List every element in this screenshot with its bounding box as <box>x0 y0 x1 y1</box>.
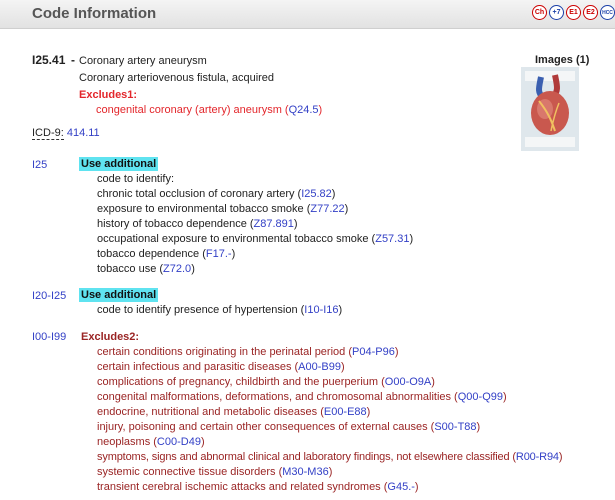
note-line-close: ) <box>502 391 507 403</box>
note-line-close: ) <box>414 481 419 493</box>
note-line <box>97 262 195 276</box>
note-line <box>97 303 342 317</box>
note-line-link[interactable]: Z77.22 <box>310 203 345 215</box>
note-line-text: history of tobacco dependence ( <box>97 218 254 230</box>
note-line-close: ) <box>328 466 333 478</box>
note-line-text: symptoms, signs and abnormal clinical and laboratory findings, not elsewhere classified ( <box>97 451 516 463</box>
note-line-link[interactable]: Z72.0 <box>163 263 192 275</box>
panel-title: Code Information <box>32 5 157 22</box>
excludes2-line <box>97 435 205 449</box>
note-line-close: ) <box>293 218 298 230</box>
note-line-link[interactable]: Q00-Q99 <box>457 391 503 403</box>
note-line-text: injury, poisoning and certain other consequences of external causes ( <box>97 421 435 433</box>
note-line-close: ) <box>191 263 195 275</box>
note-line-text: certain infectious and parasitic diseases ( <box>97 361 299 373</box>
excludes2-line <box>97 450 562 464</box>
excludes2-line <box>97 375 435 389</box>
note-line-link[interactable]: S00-T88 <box>434 421 477 433</box>
heart-image-thumbnail[interactable] <box>521 67 579 151</box>
note-range-link[interactable]: I20-I25 <box>32 290 67 302</box>
images-title: Images (1) <box>535 54 590 66</box>
panel-header <box>0 0 615 29</box>
heart-icon <box>521 67 579 151</box>
note-line <box>97 172 174 186</box>
badge-ch[interactable]: Ch <box>532 5 547 20</box>
note-line-text: certain conditions originating in the perinatal period ( <box>97 346 352 358</box>
excludes1-label: Excludes1: <box>79 89 138 101</box>
code-separator: - <box>71 53 75 67</box>
note-line-close: ) <box>331 188 336 200</box>
note-line-text: congenital malformations, deformations, and chromosomal abnormalities ( <box>97 391 458 403</box>
note-line-text: exposure to environmental tobacco smoke ( <box>97 203 311 215</box>
note-label: Use additional <box>81 158 157 170</box>
note-line-link[interactable]: Z57.31 <box>375 233 410 245</box>
code-id: I25.41 <box>32 53 66 67</box>
note-range-link[interactable]: I25 <box>32 159 48 171</box>
excludes1-text: congenital coronary (artery) aneurysm ( <box>96 104 289 116</box>
icd9-label: ICD-9: <box>32 127 64 139</box>
note-line-close: ) <box>558 451 563 463</box>
note-line-link[interactable]: Z87.891 <box>253 218 294 230</box>
badge-hcc[interactable]: HCC <box>600 5 615 20</box>
note-line <box>97 247 235 261</box>
note-label: Use additional <box>81 289 157 301</box>
note-line-link[interactable]: F17.- <box>205 248 232 260</box>
note-line-close: ) <box>394 346 399 358</box>
excludes2-line <box>97 465 332 479</box>
note-line-link[interactable]: A00-B99 <box>298 361 341 373</box>
note-line <box>97 232 413 246</box>
code-badges <box>532 5 615 20</box>
note-line-text: chronic total occlusion of coronary artery ( <box>97 188 302 200</box>
note-line-text: transient cerebral ischemic attacks and related syndromes ( <box>97 481 388 493</box>
excludes2-line <box>97 405 370 419</box>
icd9-code-link[interactable]: 414.11 <box>66 127 100 139</box>
note-line-text: code to identify: <box>97 173 175 185</box>
excludes2-line <box>97 420 480 434</box>
code-inclusion: Coronary arteriovenous fistula, acquired <box>79 72 275 84</box>
note-line <box>97 217 298 231</box>
note-line-close: ) <box>366 406 371 418</box>
note-line-text: tobacco use ( <box>97 263 164 275</box>
note-line-close: ) <box>409 233 414 245</box>
note-line-close: ) <box>344 203 349 215</box>
note-line-link[interactable]: I25.82 <box>301 188 332 200</box>
note-line-close: ) <box>431 376 435 388</box>
excludes1-item <box>96 103 322 117</box>
note-line-link[interactable]: C00-D49 <box>156 436 201 448</box>
note-line-text: neoplasms ( <box>97 436 157 448</box>
note-line-close: ) <box>338 304 343 316</box>
badge-e1[interactable]: E1 <box>566 5 581 20</box>
note-line <box>97 187 335 201</box>
note-line-close: ) <box>231 248 236 260</box>
note-line-close: ) <box>200 436 205 448</box>
note-line-text: systemic connective tissue disorders ( <box>97 466 283 478</box>
note-line-text: tobacco dependence ( <box>97 248 206 260</box>
excludes2-label: Excludes2: <box>81 331 140 343</box>
badge-e2[interactable]: E2 <box>583 5 598 20</box>
excludes2-line <box>97 345 398 359</box>
note-line-link[interactable]: R00-R94 <box>515 451 559 463</box>
excludes2-line <box>97 480 419 494</box>
code-title: Coronary artery aneurysm <box>79 55 207 67</box>
note-line-text: complications of pregnancy, childbirth and the puerperium ( <box>97 376 385 388</box>
note-line-link[interactable]: P04-P96 <box>352 346 395 358</box>
note-line-close: ) <box>476 421 481 433</box>
excludes1-close: ) <box>318 104 323 116</box>
note-range-link[interactable]: I00-I99 <box>32 331 67 343</box>
note-line-close: ) <box>340 361 345 373</box>
note-line-link[interactable]: G45.- <box>387 481 415 493</box>
excludes2-line <box>97 390 507 404</box>
excludes1-link[interactable]: Q24.5 <box>288 104 319 116</box>
note-line-link[interactable]: M30-M36 <box>282 466 329 478</box>
note-line <box>97 202 348 216</box>
note-line-text: code to identify presence of hypertension ( <box>97 304 305 316</box>
note-line-text: occupational exposure to environmental tobacco smoke ( <box>97 233 376 245</box>
excludes2-line <box>97 360 345 374</box>
badge-plus7[interactable]: +7 <box>549 5 564 20</box>
note-line-link[interactable]: E00-E88 <box>323 406 367 418</box>
note-line-link[interactable]: I10-I16 <box>304 304 339 316</box>
icd9-row <box>32 126 100 140</box>
note-line-text: endocrine, nutritional and metabolic diseases ( <box>97 406 324 418</box>
note-line-link[interactable]: O00-O9A <box>384 376 432 388</box>
